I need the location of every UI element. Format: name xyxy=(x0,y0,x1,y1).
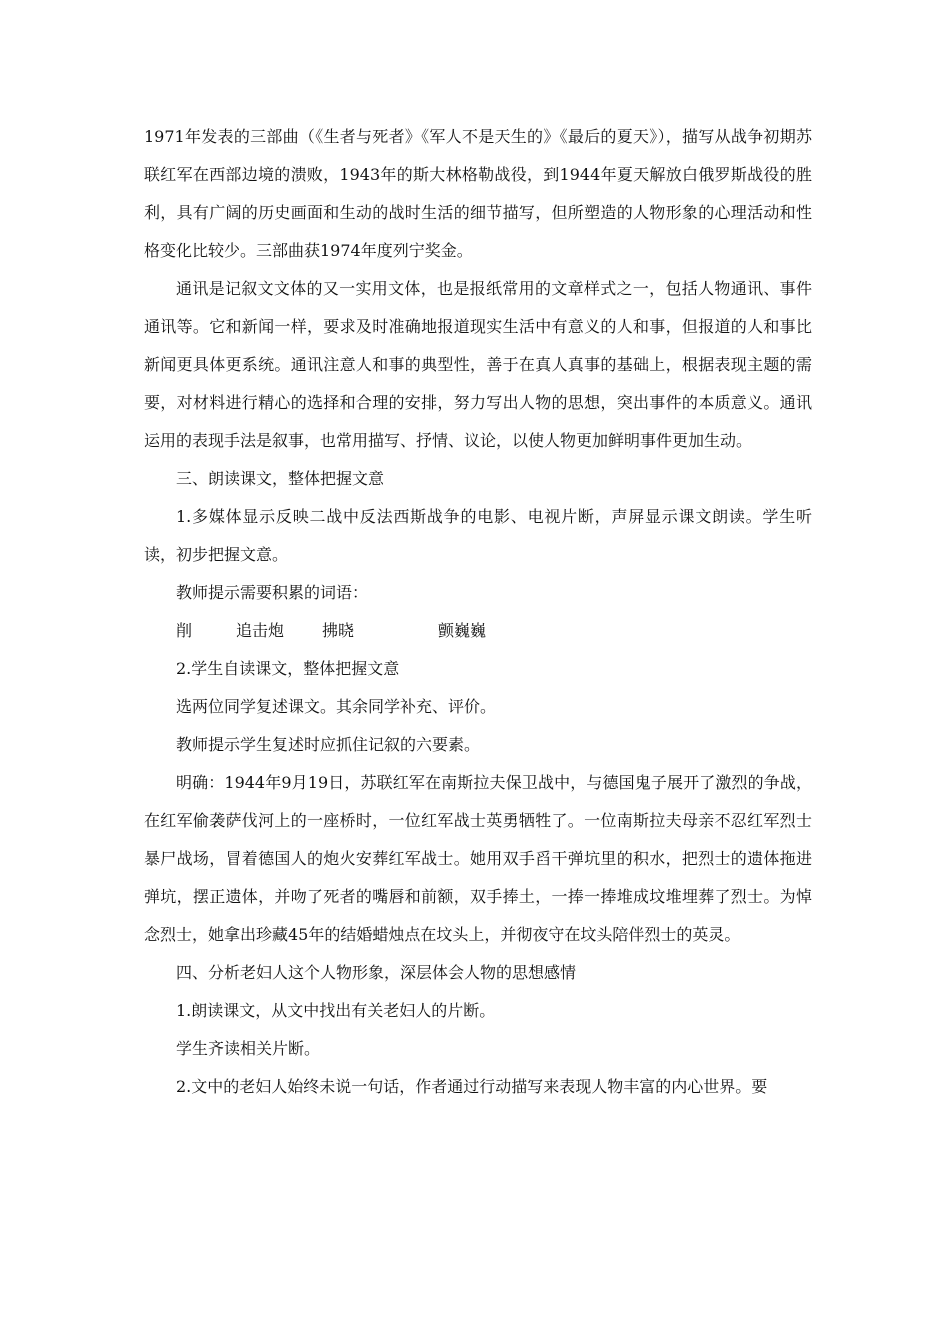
paragraph-trilogy: 1971年发表的三部曲（《生者与死者》《军人不是天生的》《最后的夏天》），描写从战争初期苏联红军在西部边境的溃败，1943年的斯大林格勒战役，到1944年夏天解放白俄罗斯战役的胜利，具有广阔的历史画面和生动的战时生活的细节描写，但所塑造的人物形象的心理活动和性格变化比较少。三部曲获1974年度列宁奖金。 xyxy=(144,127,812,260)
section-heading-4: 四、分析老妇人这个人物形象，深层体会人物的思想感情 xyxy=(176,963,577,982)
paragraph-six-elements: 教师提示学生复述时应抓住记叙的六要素。 xyxy=(176,735,481,754)
document-body xyxy=(144,118,812,1106)
paragraph-vocab-intro: 教师提示需要积累的词语： xyxy=(176,583,369,602)
paragraph-action-description: 2.文中的老妇人始终未说一句话，作者通过行动描写来表现人物丰富的内心世界。要 xyxy=(176,1077,768,1096)
paragraph-clarify: 明确：1944年9月19日，苏联红军在南斯拉夫保卫战中，与德国鬼子展开了激烈的争战，在红军偷袭萨伐河上的一座桥时，一位红军战士英勇牺牲了。一位南斯拉夫母亲不忍红军烈士暴尸战场，冒着德国人的炮火安葬红军战士。她用双手舀干弹坑里的积水，把烈士的遗体拖进弹坑，摆正遗体，并吻了死者的嘴唇和前额，双手捧土，一捧一捧堆成坟堆埋葬了烈士。为悼念烈士，她拿出珍藏45年的结婚蜡烛点在坟头上，并彻夜守在坟头陪伴烈士的英灵。 xyxy=(144,773,812,944)
paragraph-self-read: 2.学生自读课文，整体把握文意 xyxy=(176,659,400,678)
paragraph-find-fragments: 1.朗读课文，从文中找出有关老妇人的片断。 xyxy=(176,1001,496,1020)
vocab-word: 颤巍巍 xyxy=(438,621,487,640)
paragraph-multimedia: 1.多媒体显示反映二战中反法西斯战争的电影、电视片断，声屏显示课文朗读。学生听读，初步把握文意。 xyxy=(144,507,812,564)
section-heading-3: 三、朗读课文，整体把握文意 xyxy=(176,469,385,488)
paragraph-read-aloud: 学生齐读相关片断。 xyxy=(176,1039,321,1058)
paragraph-tongxun: 通讯是记叙文文体的又一实用文体，也是报纸常用的文章样式之一，包括人物通讯、事件通讯等。它和新闻一样，要求及时准确地报道现实生活中有意义的人和事，但报道的人和事比新闻更具体更系统。通讯注意人和事的典型性，善于在真人真事的基础上，根据表现主题的需要，对材料进行精心的选择和合理的安排，努力写出人物的思想，突出事件的本质意义。通讯运用的表现手法是叙事，也常用描写、抒情、议论，以使人物更加鲜明事件更加生动。 xyxy=(144,279,812,450)
vocab-word: 拂晓 xyxy=(322,621,355,640)
vocab-word: 削 xyxy=(176,621,193,640)
vocab-list xyxy=(144,612,812,650)
paragraph-retell: 选两位同学复述课文。其余同学补充、评价。 xyxy=(176,697,497,716)
vocab-word: 追击炮 xyxy=(236,621,285,640)
